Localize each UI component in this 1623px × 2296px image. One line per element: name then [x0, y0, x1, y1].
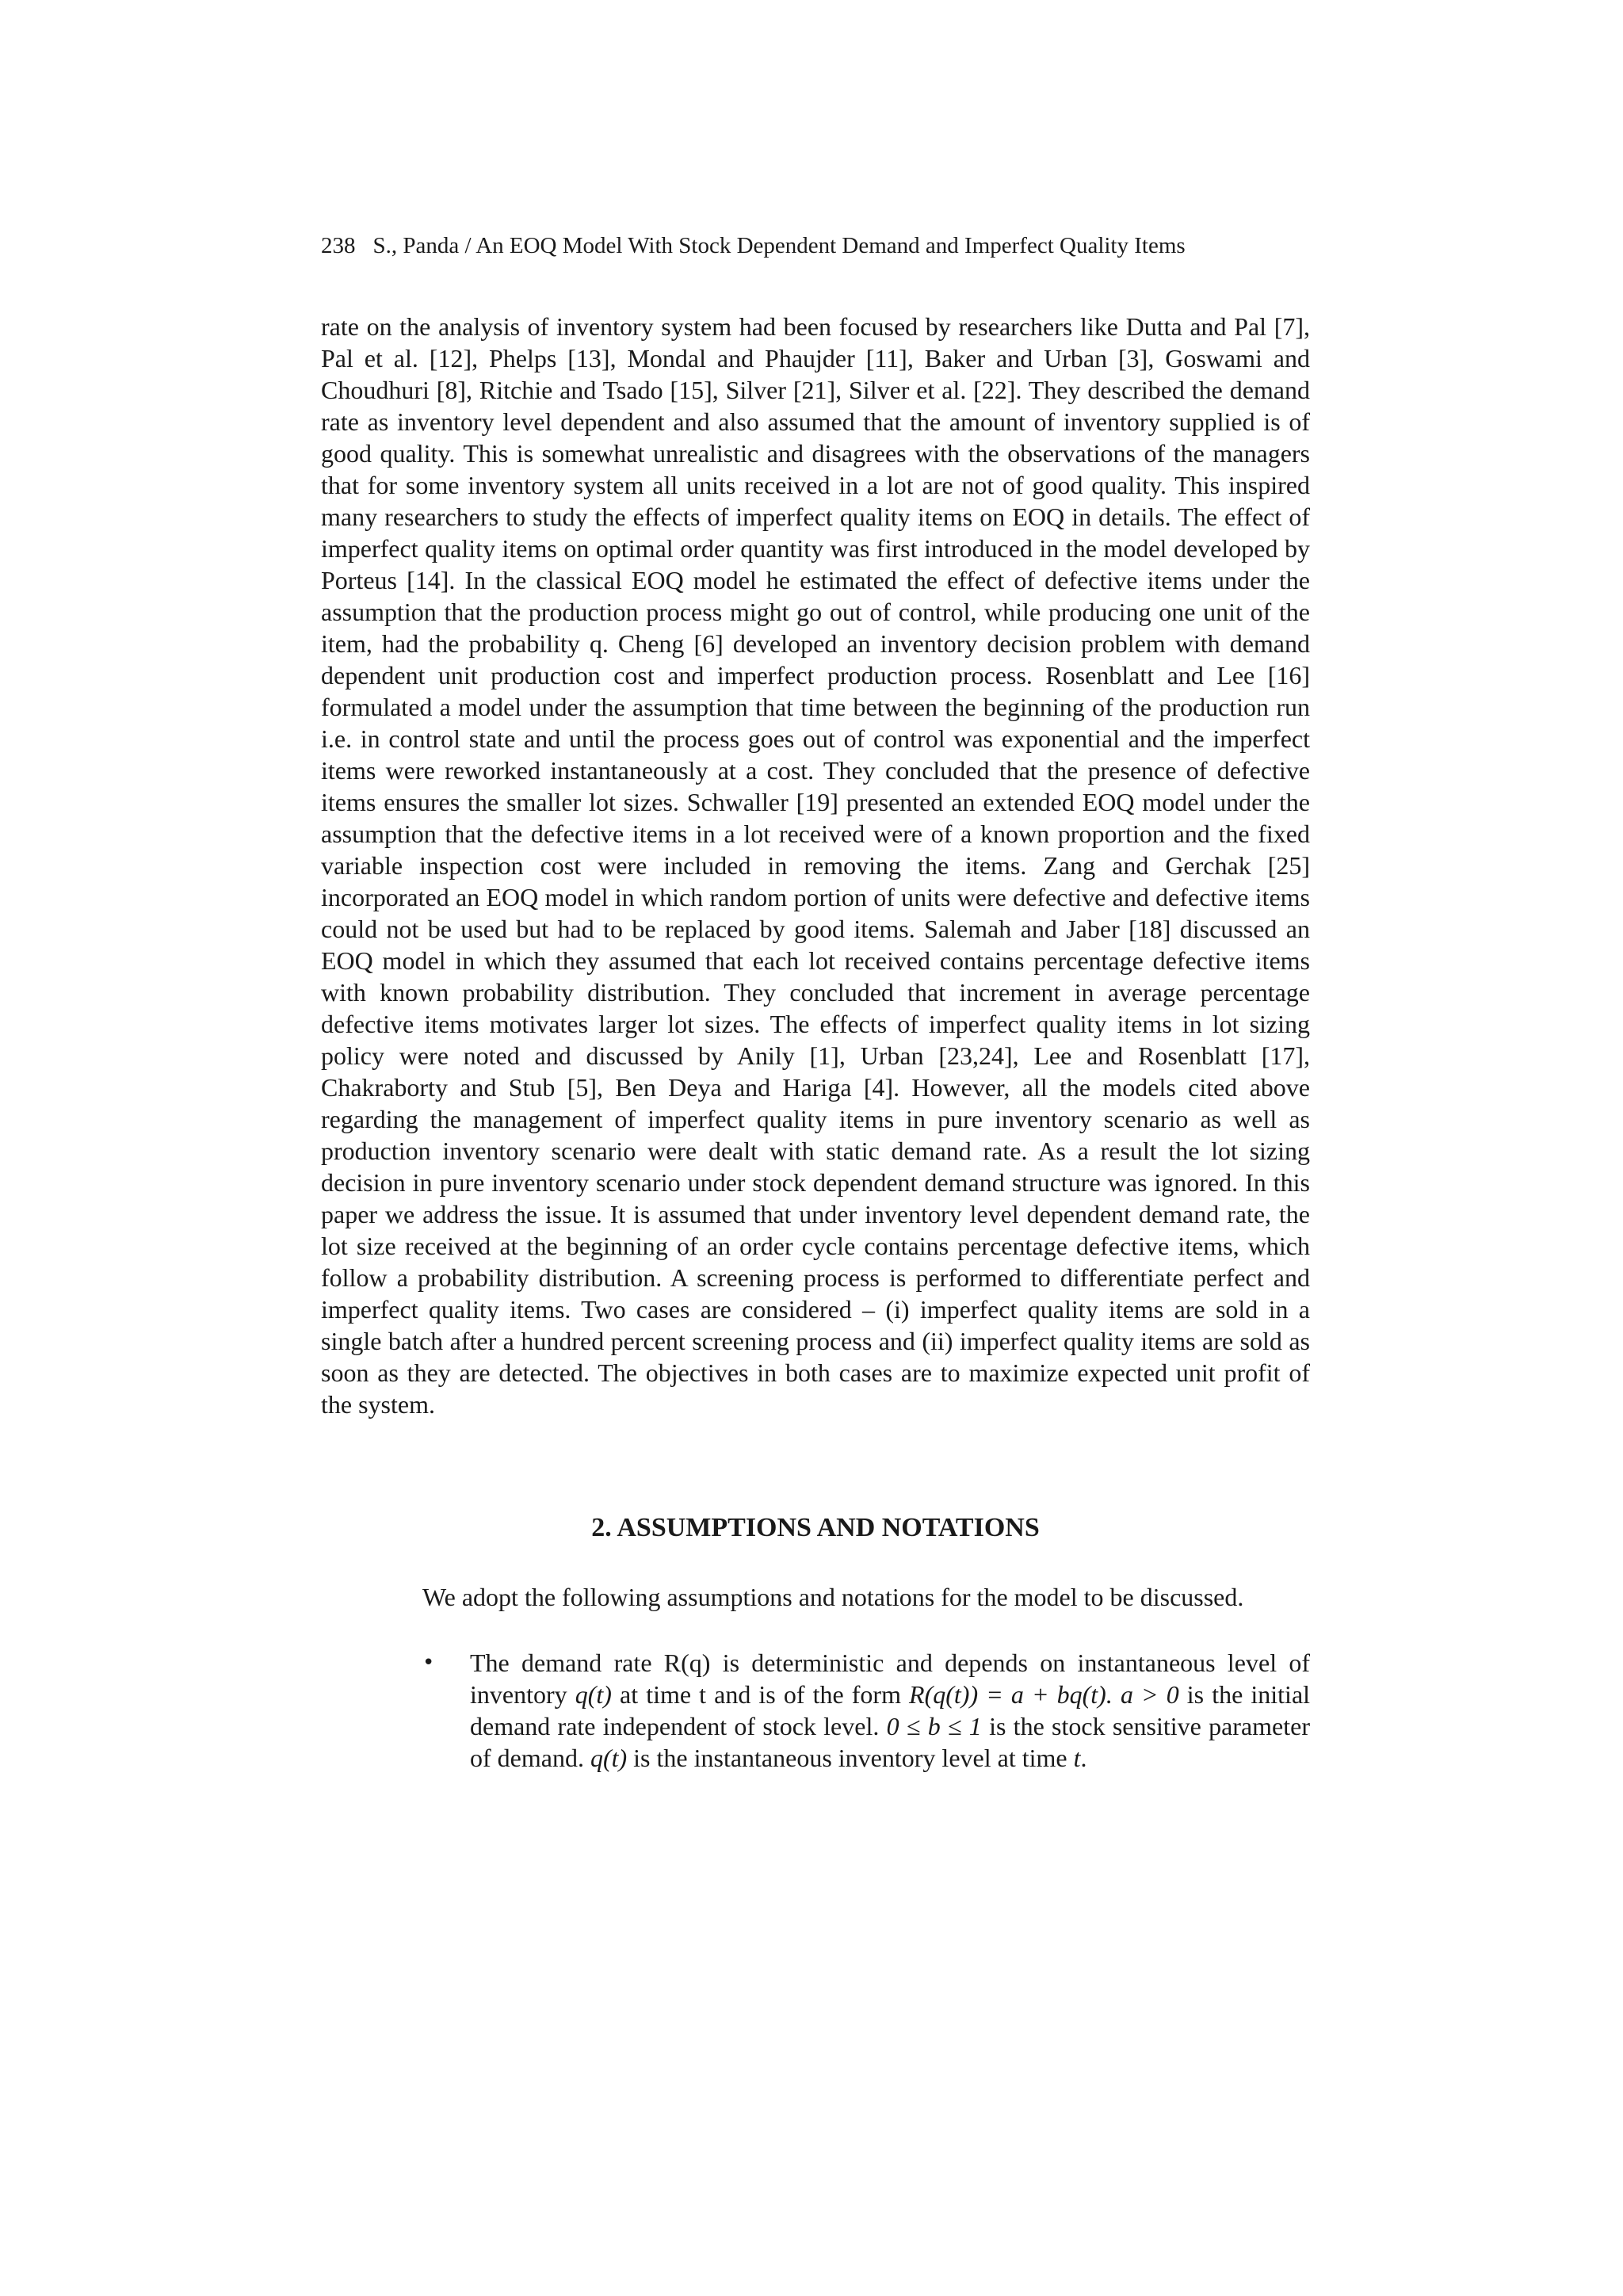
running-header: [321, 230, 1312, 262]
math-expression: q(t): [590, 1744, 628, 1772]
bullet-text: is the stock sensitive parameter of demand.: [470, 1712, 1311, 1772]
bullet-text: is the instantaneous inventory level at time: [627, 1744, 1074, 1772]
bullet-text: .: [1080, 1744, 1087, 1772]
bullet-text: at time t and is of the form: [611, 1680, 910, 1709]
math-expression: R(q(t)) = a + bq(t).: [909, 1680, 1113, 1709]
bullet-icon: •: [422, 1651, 435, 1675]
list-item: [321, 1647, 1310, 1774]
running-title: S., Panda / An EOQ Model With Stock Dependent Demand and Imperfect Quality Items: [372, 233, 1186, 258]
body-paragraph-intro-continued: rate on the analysis of inventory system had been focused by researchers like Dutta and Pal [7], Pal et al. [12], Phelps [13], Mondal and Phaujder [11], Baker and Urban [3], Goswami and Choudhuri [8], Ritchie and Tsado [15], Silver [21], Silver et al. [22]. They described the demand rate as inventory level dependent and also assumed that the amount of inventory supplied is of good quality. This is somewhat unrealistic and disagrees with the observations of the managers that for some inventory system all units received in a lot are not of good quality. This inspired many researchers to study the effects of imperfect quality items on EOQ in details. The effect of imperfect quality items on optimal order quantity was first introduced in the model developed by Porteus [14]. In the classical EOQ model he estimated the effect of defective items under the assumption that the production process might go out of control, while producing one unit of the item, had the probability q. Cheng [6] developed an inventory decision problem with demand dependent unit production cost and imperfect production process. Rosenblatt and Lee [16] formulated a model under the assumption that time between the beginning of the production run i.e. in control state and until the process goes out of control was exponential and the imperfect items were reworked instantaneously at a cost. They concluded that the presence of defective items ensures the smaller lot sizes. Schwaller [19] presented an extended EOQ model under the assumption that the defective items in a lot received were of a known proportion and the fixed variable inspection cost were included in removing the items. Zang and Gerchak [25] incorporated an EOQ model in which random portion of units were defective and defective items could not be used but had to be replaced by good items. Salemah and Jaber [18] discussed an EOQ model in which they assumed that each lot received contains percentage defective items with known probability distribution. They concluded that increment in average percentage defective items motivates larger lot sizes. The effects of imperfect quality items in lot sizing policy were noted and discussed by Anily [1], Urban [23,24], Lee and Rosenblatt [17], Chakraborty and Stub [5], Ben Deya and Hariga [4]. However, all the models cited above regarding the management of imperfect quality items in pure inventory scenario as well as production inventory scenario were dealt with static demand rate. As a result the lot sizing decision in pure inventory scenario under stock dependent demand structure was ignored. In this paper we address the issue. It is assumed that under inventory level dependent demand rate, the lot size received at the beginning of an order cycle contains percentage defective items, which follow a probability distribution. A screening process is performed to differentiate perfect and imperfect quality items. Two cases are considered – (i) imperfect quality items are sold in a single batch after a hundred percent screening process and (ii) imperfect quality items are sold as soon as they are detected. The objectives in both cases are to maximize expected unit profit of the system.: [321, 312, 1310, 1419]
math-expression: t: [1073, 1744, 1081, 1772]
body-paragraph-assumptions-intro: We adopt the following assumptions and notations for the model to be discussed.: [422, 1583, 1244, 1611]
bullet-text: The demand rate R(q) is deterministic and depends on instantaneous level of inventory: [470, 1648, 1310, 1709]
assumptions-list: [321, 1647, 1310, 1774]
bullet-text: is the initial demand rate independent of stock level.: [470, 1680, 1311, 1740]
bullet-text: [1113, 1680, 1121, 1709]
page-number: 238: [321, 233, 356, 258]
math-expression: q(t): [575, 1680, 612, 1709]
math-expression: a > 0: [1120, 1680, 1179, 1709]
section-heading: 2. ASSUMPTIONS AND NOTATIONS: [591, 1513, 1040, 1542]
math-expression: 0 ≤ b ≤ 1: [886, 1712, 982, 1740]
